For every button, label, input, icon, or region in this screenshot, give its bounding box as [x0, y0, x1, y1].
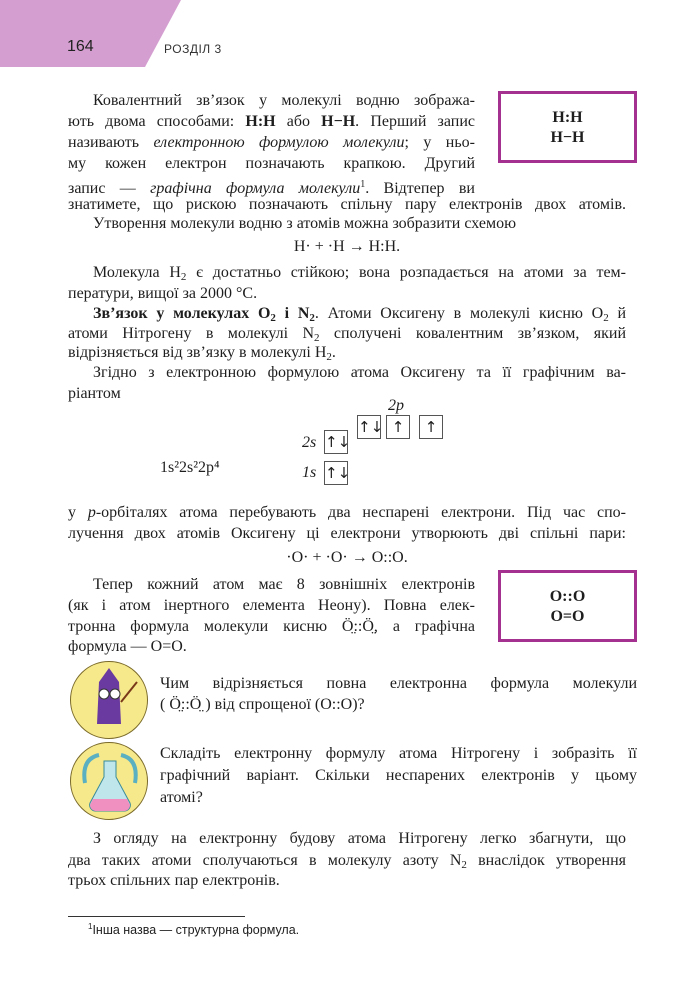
text-segment: .: [331, 344, 336, 361]
label-1s: 1s: [302, 464, 317, 481]
text-segment: атоми Нітрогену в молекулі N: [68, 325, 314, 342]
subscript: 2: [461, 859, 467, 871]
text-segment: графічний варіант. Скільки неспарених електронів у цьому: [160, 767, 637, 784]
text-segment: H· + ·H → H:H.: [293, 238, 401, 255]
text-line: [68, 503, 626, 523]
page-number: 164: [67, 38, 94, 55]
text-segment: (як і атом інертного елемента Неону). Повна елек-: [68, 597, 475, 614]
text-line: [68, 384, 121, 404]
text-line: [68, 617, 475, 637]
text-segment: З огляду на електронну будову атома Нітрогену легко збагнути, що: [93, 830, 626, 847]
text-line: [68, 871, 280, 891]
text-segment: у: [68, 504, 88, 521]
text-line: [93, 363, 626, 383]
footnote-ref: 1: [360, 179, 366, 190]
text-segment: електронною формулою молекули: [153, 134, 405, 151]
h2-graphic-formula: H−H: [550, 129, 585, 146]
text-segment: і N: [275, 305, 310, 322]
text-line: [68, 524, 626, 544]
text-line: [247, 237, 447, 257]
label-2p: 2p: [388, 397, 404, 414]
subscript: 2: [270, 312, 276, 324]
h2-electron-formula: H:H: [552, 109, 583, 126]
text-segment: p: [87, 504, 96, 521]
subscript: 2: [326, 351, 332, 363]
text-line: [160, 766, 637, 786]
text-line: [247, 548, 447, 568]
text-line: [68, 133, 475, 153]
orbital-2p-1: ↑↓: [357, 415, 381, 439]
text-segment: Молекула H: [93, 264, 181, 281]
text-line: [68, 284, 257, 304]
text-segment: Згідно з електронною формулою атома Оксигену та її графічним ва-: [93, 364, 626, 381]
text-segment: атомі?: [160, 789, 203, 806]
h2-formula-box: [498, 91, 637, 163]
text-segment: й: [608, 305, 627, 322]
footnote: [88, 922, 299, 937]
text-segment: є достатньо стійкою; вона розпадається на атоми за тем-: [186, 264, 626, 281]
text-segment: Ковалентний зв’язок у молекулі водню зобража-: [93, 92, 475, 109]
text-segment: знатимете, що рискою позначають спільну пару електронів двох атомів.: [68, 196, 626, 213]
label-2s: 2s: [302, 434, 317, 451]
text-segment: формула — O=O.: [68, 638, 187, 655]
text-segment: ператури, вищої за 2000 °C.: [68, 285, 258, 302]
text-line: [93, 91, 475, 111]
text-segment: ( Ö̤::Ö̤ ) від спрощеної (O::O)?: [160, 696, 365, 713]
text-segment: ·O· + ·O· → O::O.: [286, 549, 408, 566]
text-segment: Чим відрізняється повна електронна формула молекули: [160, 675, 637, 692]
text-line: [160, 744, 637, 764]
text-segment: або: [275, 113, 322, 130]
text-line: [93, 829, 626, 849]
o2-formula-box: [498, 570, 637, 642]
text-line: [68, 637, 187, 657]
text-line: [93, 214, 516, 234]
text-segment: му кожен електрон позначають крапкою. Другий: [68, 155, 475, 172]
orbital-2s: ↑↓: [324, 430, 348, 454]
text-segment: ріантом: [68, 385, 121, 402]
o2-graphic-formula: O=O: [550, 608, 585, 625]
text-segment: внаслідок утворення: [466, 852, 626, 869]
text-line: [68, 195, 626, 215]
text-segment: . Перший запис: [355, 113, 475, 130]
text-segment: ; у ньо-: [404, 134, 475, 151]
text-line: [160, 674, 637, 694]
footnote-mark: 1: [88, 922, 93, 931]
text-line: [160, 788, 203, 808]
o2-electron-formula: O::O: [549, 588, 586, 605]
orbital-2p-3: ↑: [419, 415, 443, 439]
text-segment: два таких атоми сполучаються в молекулу азоту N: [68, 852, 462, 869]
electron-config: 1s²2s²2p⁴: [160, 459, 220, 476]
footnote-text: Інша назва — структурна формула.: [92, 923, 300, 938]
orbital-1s: ↑↓: [324, 461, 348, 485]
subscript: 2: [603, 312, 609, 324]
text-line: [93, 575, 475, 595]
flask-character-icon: [70, 742, 148, 820]
text-segment: Утворення молекули водню з атомів можна зобразити схемою: [93, 215, 517, 232]
section-title: РОЗДІЛ 3: [164, 42, 222, 56]
text-segment: трьох спільних пар електронів.: [68, 872, 280, 889]
header-tab-shape: [0, 0, 200, 70]
text-line: [68, 596, 475, 616]
text-segment: запис —: [68, 180, 151, 197]
text-segment: ють двома способами:: [68, 113, 246, 130]
text-line: [160, 695, 365, 715]
text-segment: . Атоми Оксигену в молекулі кисню O: [314, 305, 604, 322]
pencil-teacher-icon: [70, 661, 148, 739]
text-line: [68, 112, 475, 132]
footnote-divider: [68, 916, 245, 917]
text-segment: Тепер кожний атом має 8 зовнішніх електронів: [93, 576, 475, 593]
text-segment: тронна формула молекули кисню Ö̤::Ö̤, а графічна: [68, 618, 475, 635]
text-segment: називають: [68, 134, 154, 151]
text-segment: відрізняється від зв’язку в молекулі H: [68, 344, 327, 361]
text-segment: графічна формула молекули: [150, 180, 361, 197]
text-segment: Складіть електронну формулу атома Нітрогену і зобразіть її: [160, 745, 637, 762]
subscript: 2: [314, 332, 320, 344]
text-segment: -орбіталях атома перебувають два неспарені електрони. Під час спо-: [95, 504, 626, 521]
text-segment: сполучені ковалентним зв’язком, який: [319, 325, 627, 342]
text-segment: Зв’язок у молекулах O: [93, 305, 271, 322]
subscript: 2: [309, 312, 315, 324]
text-segment: лучення двох атомів Оксигену ці електрони утворюють дві спільні пари:: [68, 525, 626, 542]
text-segment: . Відтепер ви: [365, 180, 475, 197]
text-segment: H:H: [245, 113, 276, 130]
text-line: [68, 154, 475, 174]
subscript: 2: [180, 271, 187, 283]
text-segment: H−H: [321, 113, 356, 130]
orbital-2p-2: ↑: [386, 415, 410, 439]
